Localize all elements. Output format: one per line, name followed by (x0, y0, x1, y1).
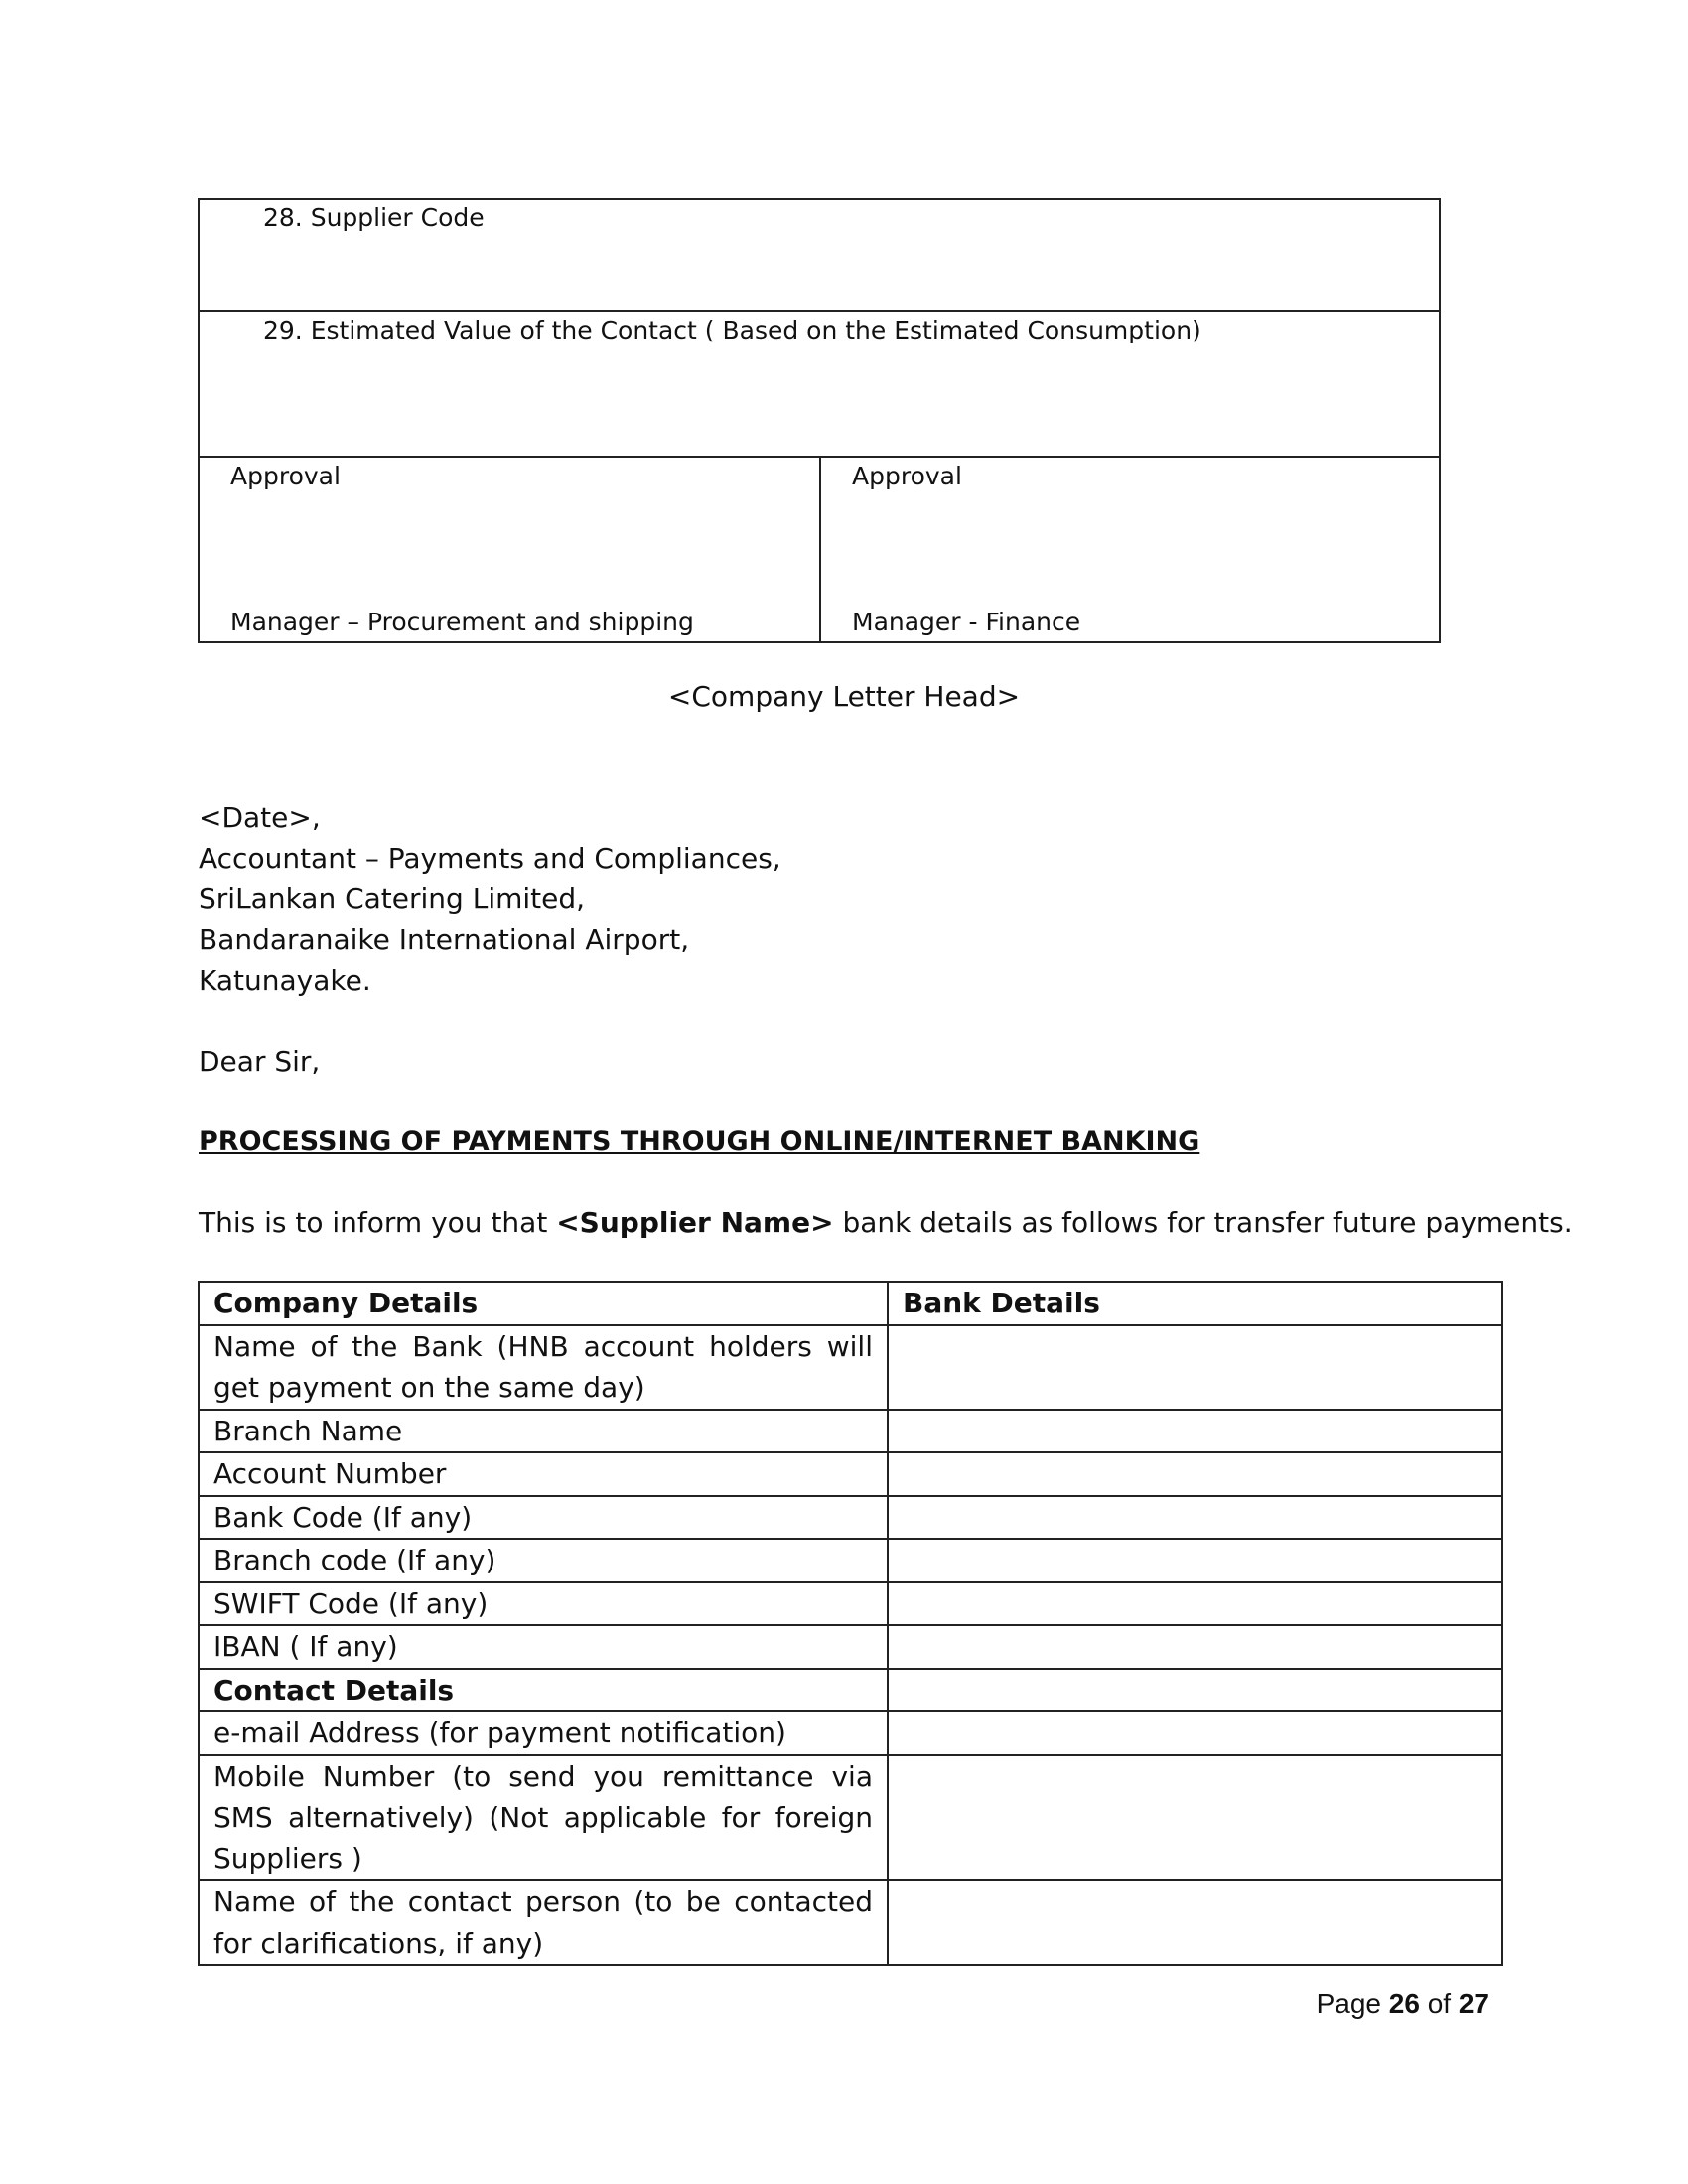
approval-finance-title: Approval (852, 462, 962, 490)
mobile-number-value-cell[interactable] (888, 1755, 1502, 1881)
table-row (199, 1539, 1502, 1582)
supplier-code-label: 28. Supplier Code (263, 204, 485, 232)
table-row (199, 1880, 1502, 1965)
approval-procurement-role: Manager – Procurement and shipping (230, 608, 694, 636)
iban-label: IBAN ( If any) (199, 1625, 888, 1669)
table-row (199, 1325, 1502, 1410)
intro-text-before: This is to inform you that (199, 1206, 557, 1239)
page-of: of (1419, 1988, 1459, 2019)
address-date: <Date>, (199, 801, 321, 834)
address-city: Katunayake. (199, 964, 371, 997)
page-number (1317, 1988, 1489, 2020)
company-letterhead: <Company Letter Head> (667, 680, 1021, 713)
bank-name-label: Name of the Bank (HNB account holders will get payment on the same day) (199, 1325, 888, 1410)
bank-code-value-cell[interactable] (888, 1496, 1502, 1540)
email-label: e-mail Address (for payment notification) (199, 1711, 888, 1755)
page-total: 27 (1458, 1988, 1489, 2019)
supplier-name-placeholder: <Supplier Name> (556, 1206, 834, 1239)
table-row (199, 1755, 1502, 1881)
table-row (199, 1625, 1502, 1669)
mobile-number-label: Mobile Number (to send you remittance via SMS alternatively) (Not applicable for foreign Suppliers ) (199, 1755, 888, 1881)
contact-person-label: Name of the contact person (to be contacted for clarifications, if any) (199, 1880, 888, 1965)
page-current: 26 (1388, 1988, 1420, 2019)
branch-code-value-cell[interactable] (888, 1539, 1502, 1582)
table-row (199, 1711, 1502, 1755)
approval-row (200, 458, 1439, 641)
table-row (199, 1582, 1502, 1626)
approval-finance-role: Manager - Finance (852, 608, 1081, 636)
estimated-value-label: 29. Estimated Value of the Contact ( Based on the Estimated Consumption) (263, 316, 1201, 344)
address-location: Bandaranaike International Airport, (199, 923, 690, 956)
contact-header-row (199, 1669, 1502, 1712)
table-row (199, 1452, 1502, 1496)
company-details-header: Company Details (199, 1282, 888, 1325)
branch-name-value-cell[interactable] (888, 1410, 1502, 1453)
bank-details-header: Bank Details (888, 1282, 1502, 1325)
letter-subject: PROCESSING OF PAYMENTS THROUGH ONLINE/INTERNET BANKING (199, 1126, 1200, 1157)
supplier-code-field[interactable] (200, 200, 1439, 312)
contact-details-header: Contact Details (199, 1669, 888, 1712)
branch-code-label: Branch code (If any) (199, 1539, 888, 1582)
bank-details-table (198, 1281, 1503, 1966)
table-row (199, 1410, 1502, 1453)
approval-finance-cell[interactable] (821, 458, 1439, 641)
bank-code-label: Bank Code (If any) (199, 1496, 888, 1540)
branch-name-label: Branch Name (199, 1410, 888, 1453)
intro-paragraph (199, 1202, 1573, 1243)
contact-person-value-cell[interactable] (888, 1880, 1502, 1965)
intro-text-after: bank details as follows for transfer future payments. (833, 1206, 1573, 1239)
page-prefix: Page (1316, 1988, 1389, 2019)
address-company: SriLankan Catering Limited, (199, 883, 586, 915)
table-header-row (199, 1282, 1502, 1325)
account-number-label: Account Number (199, 1452, 888, 1496)
bank-name-value-cell[interactable] (888, 1325, 1502, 1410)
swift-code-value-cell[interactable] (888, 1582, 1502, 1626)
table-row (199, 1496, 1502, 1540)
approval-procurement-cell[interactable] (200, 458, 821, 641)
approval-procurement-title: Approval (230, 462, 341, 490)
email-value-cell[interactable] (888, 1711, 1502, 1755)
contact-details-header-value-cell (888, 1669, 1502, 1712)
iban-value-cell[interactable] (888, 1625, 1502, 1669)
account-number-value-cell[interactable] (888, 1452, 1502, 1496)
address-block (199, 797, 781, 1001)
estimated-value-field[interactable] (200, 312, 1439, 458)
swift-code-label: SWIFT Code (If any) (199, 1582, 888, 1626)
address-recipient: Accountant – Payments and Compliances, (199, 842, 781, 875)
form-table (198, 198, 1441, 643)
salutation: Dear Sir, (199, 1045, 321, 1078)
